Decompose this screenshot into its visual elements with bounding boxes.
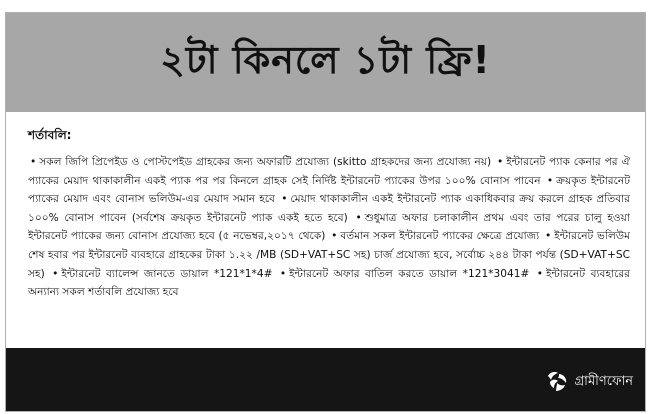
terms-section	[28, 127, 630, 302]
terms-heading: শর্তাবলি:	[28, 128, 72, 142]
bullet-icon: •	[52, 267, 59, 280]
terms-clause: ইন্টারনেট প্যাক কেনার পর ঐ প্যাকের মেয়াদ থাকাকালীন একই প্যাক পর পর কিনলে গ্রাহক সেই নির্দিষ্ট ইন্টারনেট প্যাকের উপর ১০০% বোনাস পাবেন	[28, 156, 631, 187]
terms-clause: ক্রয়কৃত ইন্টারনেট প্যাকের মেয়াদ এবং বোনাস ভলিউম-এর মেয়াদ সমান হবে	[28, 174, 630, 206]
bullet-icon: •	[331, 230, 338, 243]
terms-clause: ইন্টারনেট অফার বাতিল করতে ডায়াল *121*3041#	[289, 267, 530, 280]
bullet-icon: •	[544, 230, 552, 243]
headline: ২টা কিনলে ১টা ফ্রি!	[160, 37, 491, 82]
terms-clause: শুধুমাত্র অফার চলাকালীন প্রথম এবং তার পরের চালু হওয়া ইন্টারনেট প্যাকের জন্য বোনাস প্রযোজ্য হবে (৫ নভেম্বর,২০১৭ থেকে)	[28, 211, 630, 243]
footer-banner	[6, 348, 645, 411]
grameenphone-logo-icon	[544, 369, 570, 395]
bullet-icon: •	[355, 211, 362, 224]
terms-clause: মেয়াদ থাকাকালীন একই ইন্টারনেট প্যাক একাধিকবার ক্রয় করলে গ্রাহক প্রতিবার ১০০% বোনাস পাবেন (সর্বশেষ ক্রয়কৃত ইন্টারনেট প্যাক একই হতে হবে)	[28, 193, 630, 224]
terms-clause: সকল জিপি প্রিপেইড ও পোস্টপেইড গ্রাহকের জন্য অফারটি প্রযোজ্য (skitto গ্রাহকদের জন্য প্রযোজ্য নয়)	[39, 156, 492, 168]
terms-clause: ইন্টারনেট ব্যবহারের অন্যান্য সকল শর্তাবলি প্রযোজ্য হবে	[28, 267, 630, 299]
headline-banner	[6, 13, 645, 112]
terms-body	[28, 153, 630, 302]
bullet-icon: •	[536, 267, 544, 280]
terms-clause: ইন্টারনেট ভলিউম শেষ হবার পর ইন্টারনেট ব্যবহারে গ্রাহকের টাকা ১.২২ /MB (SD+VAT+SC সহ) চার্জ প্রযোজ্য হবে, সর্বোচ্চ ২৪৪ টাকা পর্যন্ত (SD+VAT+SC সহ)	[28, 230, 631, 280]
bullet-icon: •	[281, 193, 288, 206]
terms-clause: ইন্টারনেট ব্যালেন্স জানতে ডায়াল *121*1*4#	[61, 267, 273, 280]
terms-clause: বর্তমান সকল ইন্টারনেট প্যাকের ক্ষেত্রে প্রযোজ্য	[340, 230, 540, 243]
brand-name: গ্রামীণফোন	[574, 373, 633, 389]
brand-lockup	[544, 369, 633, 395]
bullet-icon: •	[496, 156, 504, 168]
bullet-icon: •	[279, 267, 287, 280]
bullet-icon: •	[546, 174, 554, 187]
bullet-icon: •	[30, 156, 37, 168]
advertisement	[5, 12, 646, 412]
